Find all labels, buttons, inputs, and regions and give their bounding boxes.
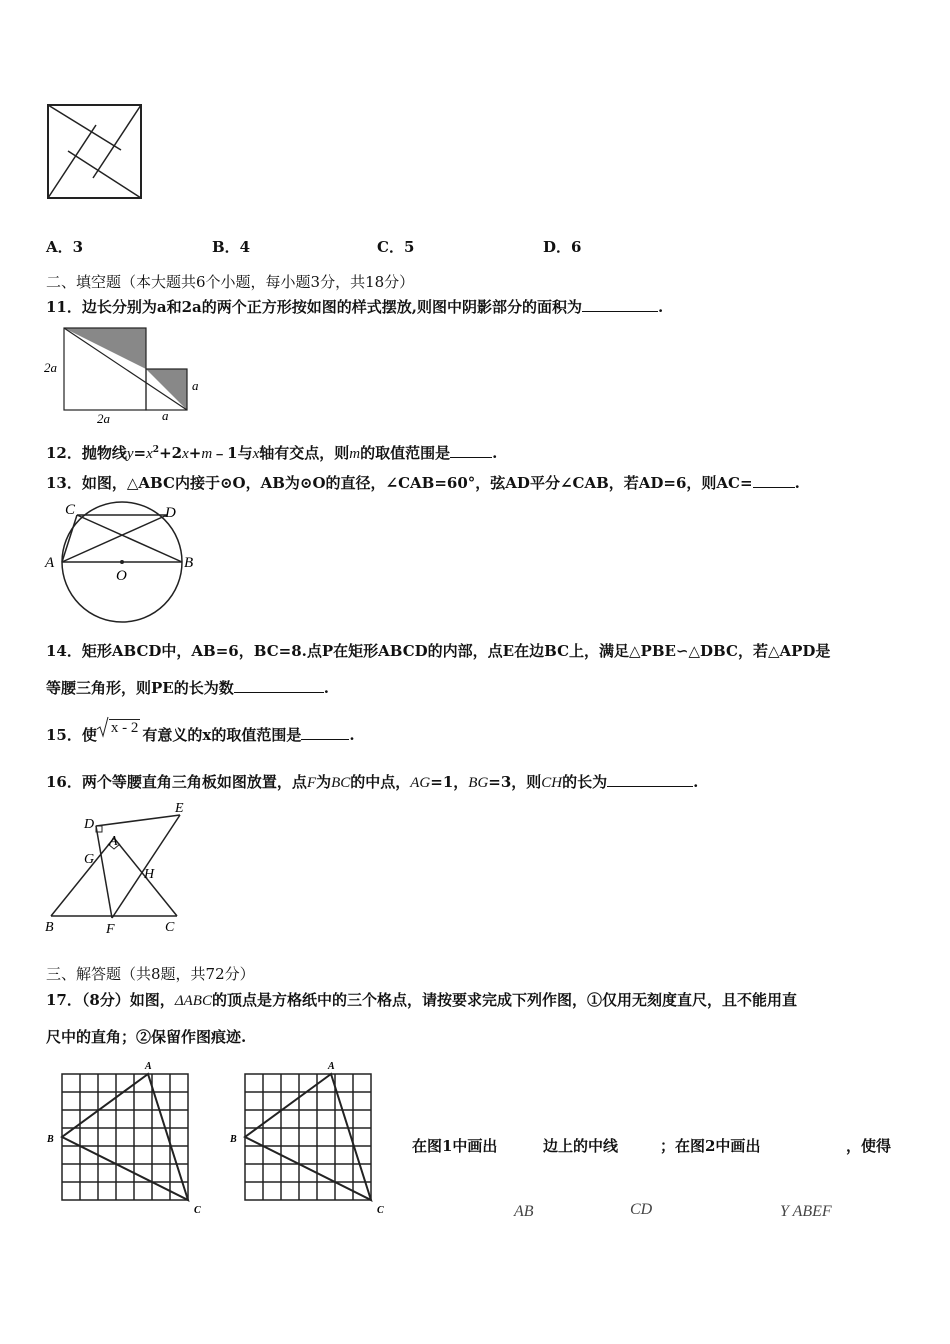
q16-answer-blank[interactable] [607,772,693,787]
q16-label-b: B [45,920,54,935]
q17-line2: 尺中的直角；②保留作图痕迹. [46,1028,247,1046]
q17-fig2-label-a: A [328,1061,335,1072]
q13-label-d: D [165,505,176,521]
q11-label-left: 2a [44,360,57,375]
q16-label-f: F [106,922,115,937]
q12-x: x [146,446,153,462]
q11-label-bottom-left: 2a [97,411,110,426]
q12-m: m [201,446,213,462]
q16-label-a: A [109,834,118,849]
option-a: A．3 [46,238,84,256]
q17-fig2-label-c: C [377,1205,384,1216]
q16-mid2: 的中点， [350,773,411,791]
q11-answer-blank[interactable] [582,297,658,312]
q17-grid-figure-1 [44,1058,214,1218]
q16-label-h: H [144,867,155,882]
q16-ag: AG [410,775,431,791]
q16-bc: BC [331,775,351,791]
q17-fig1-label-a: A [145,1061,152,1072]
q12-mid: +2 [159,444,183,462]
q11-label-right: a [192,378,199,393]
q13-tail: . [794,474,800,492]
q15-answer-blank[interactable] [301,725,349,740]
q15-prefix: 15．使 [46,726,97,744]
q15-text [46,720,355,746]
q12-answer-blank[interactable] [450,443,492,458]
q15-radicand: x - 2 [110,720,139,736]
option-d: D．6 [543,238,582,256]
q16-tail: . [693,773,699,791]
q13-circle-figure [44,500,204,628]
q17-prefix: 17．（8分）如图， [46,991,175,1009]
q16-f: F [306,775,317,791]
q12-plus: + [188,444,202,462]
section3-heading: 三、解答题（共8题，共72分） [46,965,255,983]
section2-heading: 二、填空题（本大题共6个小题，每小题3分，共18分） [46,273,415,291]
q14-stem2: 等腰三角形，则PE的长为数 [46,679,234,697]
q16-mid4: =3，则 [488,773,542,791]
q12-text [46,440,497,464]
q13-label-b: B [184,555,194,571]
q17-side-part2: 边上的中线 [543,1137,619,1155]
q10-square-figure [46,103,144,201]
q13-label-c: C [65,502,76,518]
q12-var-m: m [349,446,361,462]
q17-below-ab: AB [514,1203,534,1220]
q15-radical [97,718,141,738]
q17-side-part3: ；在图2中画出 [660,1137,761,1155]
q17-fig1-label-b: B [47,1134,54,1145]
q17-line1 [46,990,797,1011]
q12-tail: . [492,444,498,462]
q17-grid-figure-2 [227,1058,397,1218]
q17-line1-rest: 的顶点是方格纸中的三个格点，请按要求完成下列作图，①仅用无刻度直尺，且不能用直 [211,991,797,1009]
q16-label-g: G [84,852,95,867]
q14-line2 [46,678,329,698]
q13-stem: 13．如图，△ABC内接于⊙O，AB为⊙O的直径，∠CAB=60°，弦AD平分∠CAB，若AD=6，则AC= [46,474,753,492]
q17-side-part1: 在图1中画出 [412,1137,498,1155]
q13-text [46,473,800,493]
q16-triangles-figure [44,800,204,940]
q12-mid-text: 轴有交点，则 [259,444,350,462]
q16-bg: BG [468,775,489,791]
q14-answer-blank[interactable] [234,678,324,693]
q16-label-c: C [165,920,175,935]
q12-axis: x [252,446,260,462]
q15-tail: . [349,726,355,744]
q16-prefix: 16．两个等腰直角三角板如图放置，点 [46,773,307,791]
q16-label-d: D [84,817,95,832]
q11-squares-figure [40,324,210,424]
q16-mid1: 为 [316,773,332,791]
q13-answer-blank[interactable] [753,473,795,488]
q14-tail: . [323,679,329,697]
q11-stem: 11．边长分别为a和2a的两个正方形按如图的样式摆放,则图中阴影部分的面积为 [46,298,582,316]
q12-x2: x [182,446,189,462]
q12-eq: = [133,444,147,462]
q13-label-a: A [45,555,55,571]
q12-suffix: 的取值范围是 [360,444,451,462]
q11-tail: . [657,298,664,316]
q16-ch: CH [541,775,563,791]
option-c: C．5 [377,238,415,256]
q17-side-part4: ，使得 [846,1137,892,1155]
q17-triangle: ΔABC [174,993,212,1009]
q14-line1: 14．矩形ABCD中，AB=6，BC=8.点P在矩形ABCD的内部，点E在边BC上，满足△PBE∽△DBC，若△APD是 [46,642,831,660]
q16-text [46,772,698,793]
q12-prefix: 12．抛物线 [46,444,127,462]
q12-y: y [126,446,134,462]
q16-suffix: 的长为 [562,773,608,791]
q17-below-cd: CD [630,1201,653,1218]
q12-rest: ﹣1与 [212,444,253,462]
q17-fig2-label-b: B [230,1134,237,1145]
q11-label-bottom-right: a [162,408,169,423]
option-b: B．4 [212,238,251,256]
q17-fig1-label-c: C [194,1205,201,1216]
q17-below-parallelogram: Y ABEF [780,1203,832,1220]
q12-sup: 2 [152,445,160,455]
q13-label-o: O [116,568,127,584]
q11-text [46,297,663,317]
q16-mid3: =1， [430,773,469,791]
q16-label-e: E [175,801,184,816]
q15-suffix: 有意义的x的取值范围是 [142,726,302,744]
